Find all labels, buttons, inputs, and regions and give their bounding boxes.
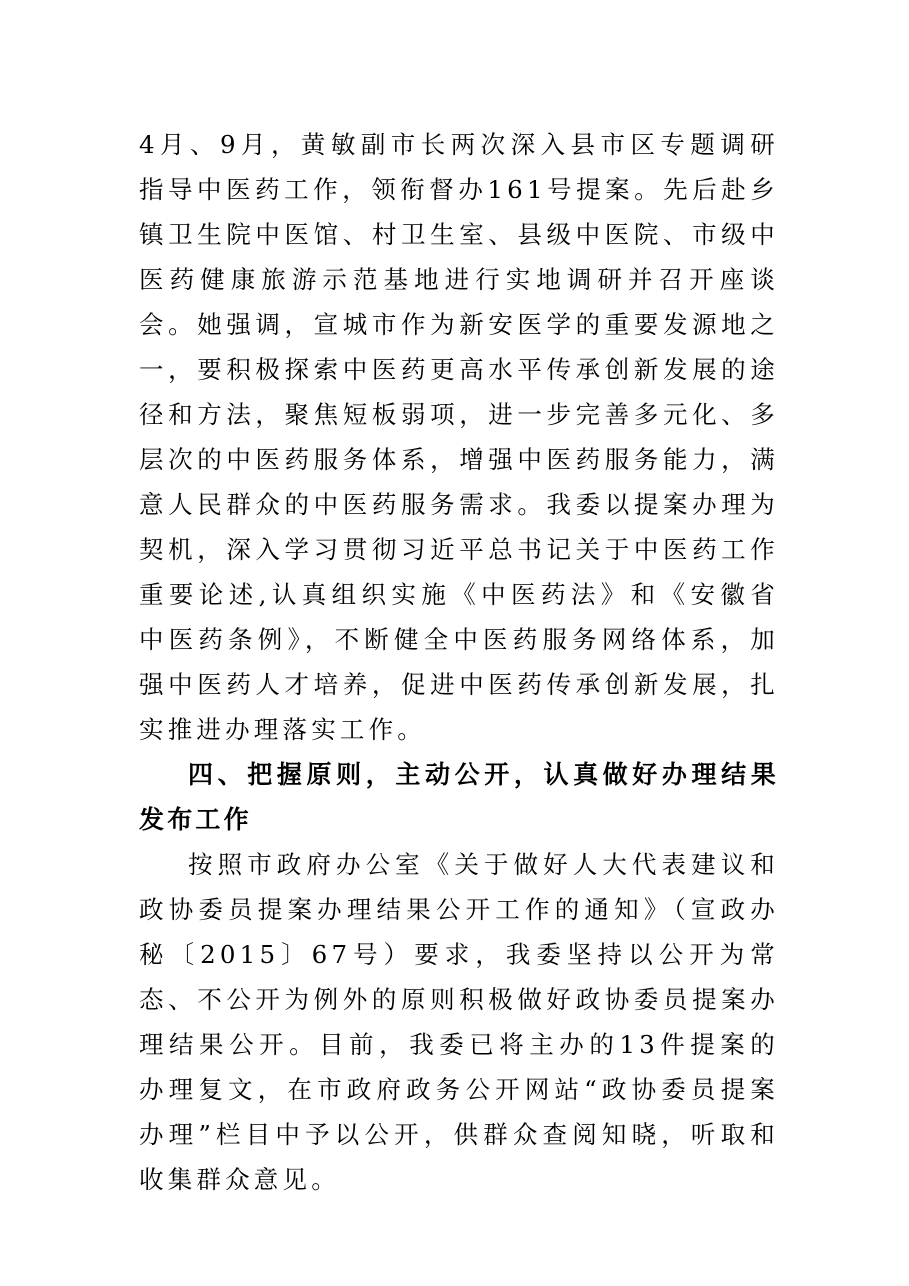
document-body xyxy=(139,122,779,1202)
body-paragraph-tcm-research: 4月、9月，黄敏副市长两次深入县市区专题调研指导中医药工作，领衔督办161号提案。先后赴乡镇卫生院中医馆、村卫生室、县级中医院、市级中医药健康旅游示范基地进行实地调研并召开座谈会。她强调，宣城市作为新安医学的重要发源地之一，要积极探索中医药更高水平传承创新发展的途径和方法，聚焦短板弱项，进一步完善多元化、多层次的中医药服务体系，增强中医药服务能力，满意人民群众的中医药服务需求。我委以提案办理为契机，深入学习贯彻习近平总书记关于中医药工作重要论述,认真组织实施《中医药法》和《安徽省中医药条例》，不断健全中医药服务网络体系，加强中医药人才培养，促进中医药传承创新发展，扎实推进办理落实工作。 xyxy=(139,130,779,744)
body-paragraph-disclosure: 按照市政府办公室《关于做好人大代表建议和政协委员提案办理结果公开工作的通知》（宣政办秘〔2015〕67号）要求，我委坚持以公开为常态、不公开为例外的原则积极做好政协委员提案办理结果公开。目前，我委已将主办的13件提案的办理复文，在市政府政务公开网站“政协委员提案办理”栏目中予以公开，供群众查阅知晓，听取和收集群众意见。 xyxy=(139,850,779,1194)
section-heading-4: 四、把握原则，主动公开，认真做好办理结果发布工作 xyxy=(139,760,779,834)
